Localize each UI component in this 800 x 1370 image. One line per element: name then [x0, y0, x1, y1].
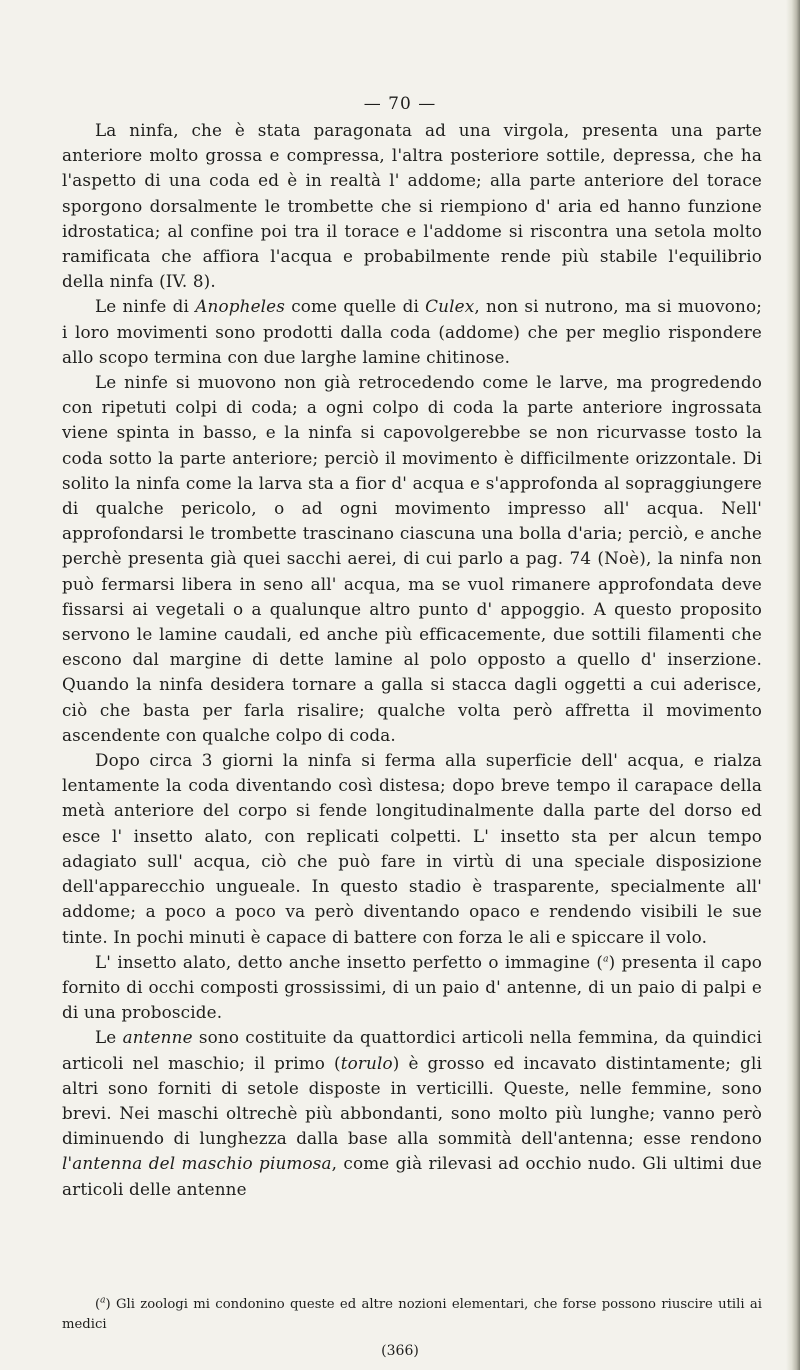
text-run: , come già rilevasi ad occhio nudo. Gli ultimi due articoli delle antenne — [62, 1153, 762, 1199]
text-run: come quelle di — [285, 296, 426, 317]
text-run: ) presenta il capo fornito di occhi composti grossissimi, di un paio d' antenne, di un paio di palpi e di una proboscide. — [62, 951, 762, 1023]
text-run: L' insetto alato, detto anche insetto perfetto o immagine ( — [95, 951, 604, 972]
paragraph — [62, 1025, 762, 1201]
paragraph — [62, 294, 762, 370]
italic-text: Culex — [425, 296, 475, 317]
italic-text: torulo — [340, 1052, 393, 1073]
paragraph — [62, 370, 762, 748]
paragraph — [62, 118, 762, 294]
paragraph — [62, 950, 762, 1026]
text-run: ) è grosso ed incavato distintamente; gli altri sono forniti di setole disposte in verticilli. Queste, nelle femmine, sono brevi. Nei maschi oltrechè più abbondanti, sono molto più lunghe; vanno però diminuendo di lunghezza dalla base alla sommità dell'antenna; esse rendono — [62, 1052, 762, 1149]
page-edge-shadow — [786, 0, 800, 1370]
folio-number: (366) — [381, 1343, 419, 1359]
text-run: Dopo circa 3 giorni la ninfa si ferma alla superficie dell' acqua, e rialza lentamente la coda diventando così distesa; dopo breve tempo il carapace della metà anteriore del corpo si fende longitudinalmente dalla parte del dorso ed esce l' insetto alato, con replicati colpetti. L' insetto sta per alcun tempo adagiato sull' acqua, ciò che può fare in virtù di una speciale disposizione dell'apparecchio ungueale. In questo stadio è trasparente, specialmente all' addome; a poco a poco va però diventando opaco e rendendo visibili le sue tinte. In pochi minuti è capace di battere con forza le ali e spiccare il volo. — [62, 750, 762, 947]
text-run: ( — [95, 1297, 101, 1312]
italic-text: antenne — [122, 1027, 193, 1048]
text-run: sono costituite da quattordici articoli nella femmina, da quindici articoli nel maschio; il primo ( — [62, 1027, 762, 1073]
text-run: ) Gli zoologi mi condonino queste ed altre nozioni elementari, che forse possono riuscire utili ai medici — [62, 1297, 762, 1332]
italic-text: l'antenna del maschio piumosa — [62, 1153, 332, 1174]
paragraph — [62, 748, 762, 950]
text-run: Le ninfe si muovono non già retrocedendo come le larve, ma progredendo con ripetuti colpi di coda; a ogni colpo di coda la parte anteriore ingrossata viene spinta in basso, e la ninfa si capovolgerebbe se non ricurvasse tosto la coda sotto la parte anteriore; perciò il movimento è difficilmente orizzontale. Di solito la ninfa come la larva sta a fior d' acqua e s'approfonda al sopraggiungere di qualche pericolo, o ad ogni movimento impresso all' acqua. Nell' approfondarsi le trombette trascinano ciascuna una bolla d'aria; perciò, e anche perchè presenta già quei sacchi aerei, di cui parlo a pag. 74 (Noè), la ninfa non può fermarsi libera in seno all' acqua, ma se vuol rimanere approfondata deve fissarsi ai vegetali o a qualunque altro punto d' appoggio. A questo proposito servono le lamine caudali, ed anche più efficacemente, due sottili filamenti che escono dal margine di dette lamine al polo opposto a quello d' inserzione. Quando la ninfa desidera tornare a galla si stacca dagli oggetti a cui aderisce, ciò che basta per farla risalire; qualche volta però affretta il movimento ascendente con qualche colpo di coda. — [62, 372, 762, 745]
body-text — [62, 118, 762, 1202]
text-run: , non si nutrono, ma si muovono; i loro movimenti sono prodotti dalla coda (addome) che per meglio rispondere allo scopo termina con due larghe lamine chitinose. — [62, 296, 762, 367]
footnote — [62, 1295, 762, 1335]
page-number: — 70 — — [363, 94, 437, 114]
italic-text: Anopheles — [195, 296, 286, 317]
text-run: Le — [95, 1027, 123, 1048]
footnote-marker: a — [100, 1295, 106, 1306]
text-run: La ninfa, che è stata paragonata ad una virgola, presenta una parte anteriore molto grossa e compressa, l'altra posteriore sottile, depressa, che ha l'aspetto di una coda ed è in realtà l' addome; alla parte anteriore del torace sporgono dorsalmente le trombette che si riempiono d' aria ed hanno funzione idrostatica; al confine poi tra il torace e l'addome si riscontra una setola molto ramificata che affiora l'acqua e probabilmente rende più stabile l'equilibrio della ninfa (IV. 8). — [62, 120, 762, 292]
footnote-marker: a — [603, 954, 609, 965]
text-run: Le ninfe di — [95, 296, 196, 317]
